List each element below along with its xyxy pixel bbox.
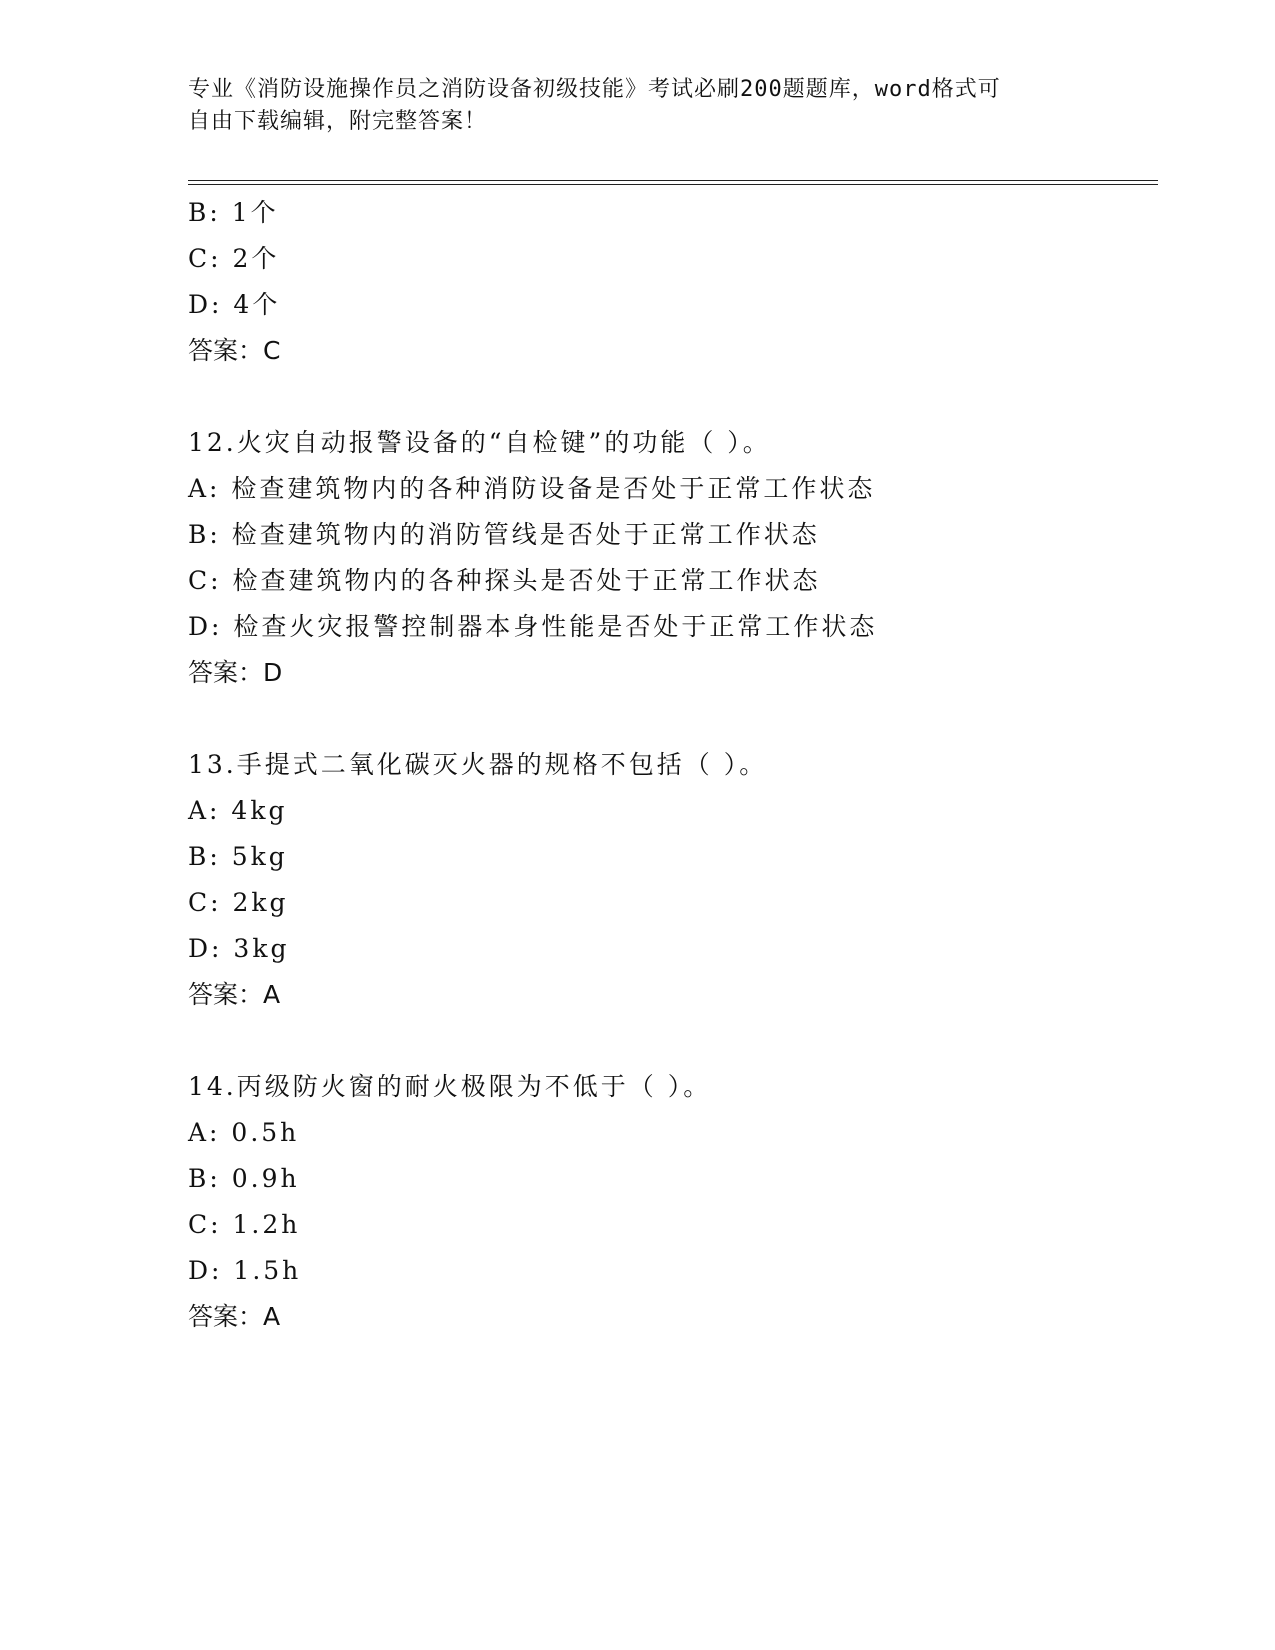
- spacer: [188, 696, 1148, 742]
- option-b: B: 5kg: [188, 842, 288, 871]
- question-12: [188, 420, 1148, 696]
- option-a: A: 0.5h: [188, 1118, 300, 1147]
- question-title: 12.火灾自动报警设备的“自检键”的功能（ ）。: [188, 428, 771, 457]
- answer-line: 答案：A: [188, 980, 281, 1009]
- answer-line: 答案：A: [188, 1302, 281, 1331]
- question-14: [188, 1064, 1148, 1340]
- question-title: 14.丙级防火窗的耐火极限为不低于（ ）。: [188, 1072, 712, 1101]
- option-b: B: 0.9h: [188, 1164, 300, 1193]
- option-d: D: 检查火灾报警控制器本身性能是否处于正常工作状态: [188, 612, 878, 641]
- option-c: C: 2kg: [188, 888, 289, 917]
- option-d: D: 1.5h: [188, 1256, 302, 1285]
- document-header: [188, 74, 1068, 138]
- spacer: [188, 374, 1148, 420]
- option-c: C: 1.2h: [188, 1210, 301, 1239]
- question-title: 13.手提式二氧化碳灭火器的规格不包括（ ）。: [188, 750, 768, 779]
- answer-line: 答案：D: [188, 658, 283, 687]
- header-line-1: 专业《消防设施操作员之消防设备初级技能》考试必刷200题题库，word格式可: [188, 77, 1001, 102]
- option-b: B: 检查建筑物内的消防管线是否处于正常工作状态: [188, 520, 820, 549]
- answer-line: 答案：C: [188, 336, 281, 365]
- question-13: [188, 742, 1148, 1018]
- header-divider: [188, 180, 1158, 185]
- option-a: A: 检查建筑物内的各种消防设备是否处于正常工作状态: [188, 474, 876, 503]
- option-b: B: 1个: [188, 198, 279, 227]
- option-d: D: 3kg: [188, 934, 290, 963]
- option-d: D: 4个: [188, 290, 281, 319]
- option-c: C: 2个: [188, 244, 280, 273]
- option-c: C: 检查建筑物内的各种探头是否处于正常工作状态: [188, 566, 821, 595]
- option-a: A: 4kg: [188, 796, 288, 825]
- continued-question: [188, 190, 1148, 374]
- question-list: [188, 190, 1148, 1340]
- header-line-2: 自由下载编辑，附完整答案！: [188, 109, 488, 134]
- spacer: [188, 1018, 1148, 1064]
